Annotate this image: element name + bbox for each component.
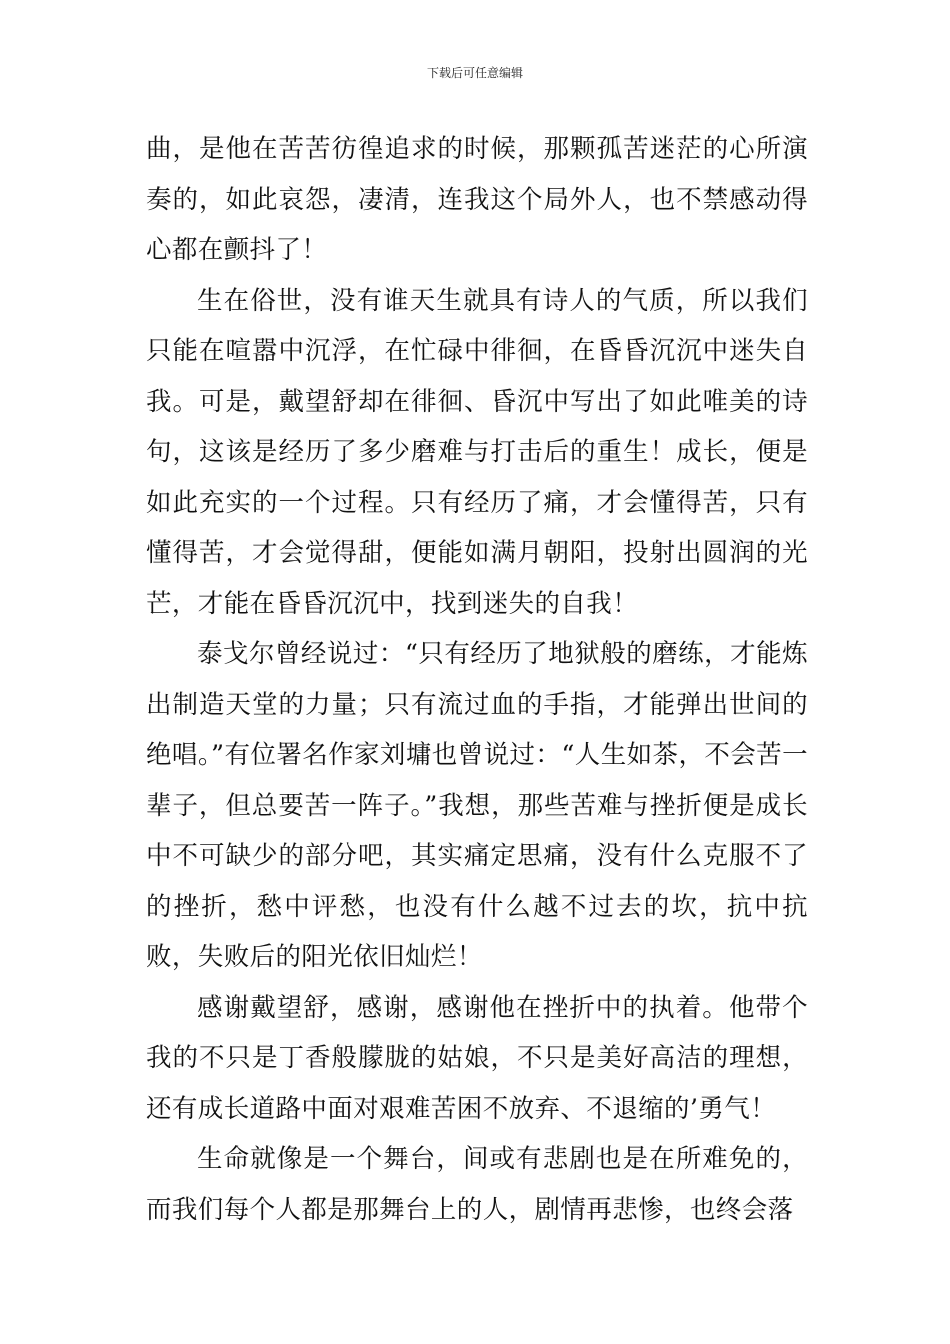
paragraph-5: 生命就像是一个舞台，间或有悲剧也是在所难免的，而我们每个人都是那舞台上的人，剧情再悲惨，也终会落 [146, 1144, 808, 1225]
paragraph-2: 生在俗世，没有谁天生就具有诗人的气质，所以我们只能在喧嚣中沉浮，在忙碌中徘徊，在昏昏沉沉中迷失自我。可是，戴望舒却在徘徊、昏沉中写出了如此唯美的诗句，这该是经历了多少磨难与打击后的重生！成长，便是如此充实的一个过程。只有经历了痛，才会懂得苦，只有懂得苦，才会觉得甜，便能如满月朝阳，投射出圆润的光芒，才能在昏昏沉沉中，找到迷失的自我！ [146, 285, 808, 619]
paragraph-1: 曲，是他在苦苦彷徨追求的时候，那颗孤苦迷茫的心所演奏的，如此哀怨，凄清，连我这个局外人，也不禁感动得心都在颤抖了！ [146, 134, 808, 265]
article-body [146, 124, 808, 1235]
paragraph-3: 泰戈尔曾经说过：“只有经历了地狱般的磨练，才能炼出制造天堂的力量；只有流过血的手指，才能弹出世间的绝唱。”有位署名作家刘墉也曾说过：“人生如茶，不会苦一辈子，但总要苦一阵子。”我想，那些苦难与挫折便是成长中不可缺少的部分吧，其实痛定思痛，没有什么克服不了的挫折，愁中评愁，也没有什么越不过去的坎，抗中抗败，失败后的阳光依旧灿烂！ [146, 639, 808, 972]
paragraph-4: 感谢戴望舒，感谢，感谢他在挫折中的执着。他带个我的不只是丁香般朦胧的姑娘，不只是美好高洁的理想，还有成长道路中面对艰难苦困不放弃、不退缩的’勇气！ [146, 992, 808, 1124]
page-header: 下载后可任意编辑 [426, 66, 523, 80]
